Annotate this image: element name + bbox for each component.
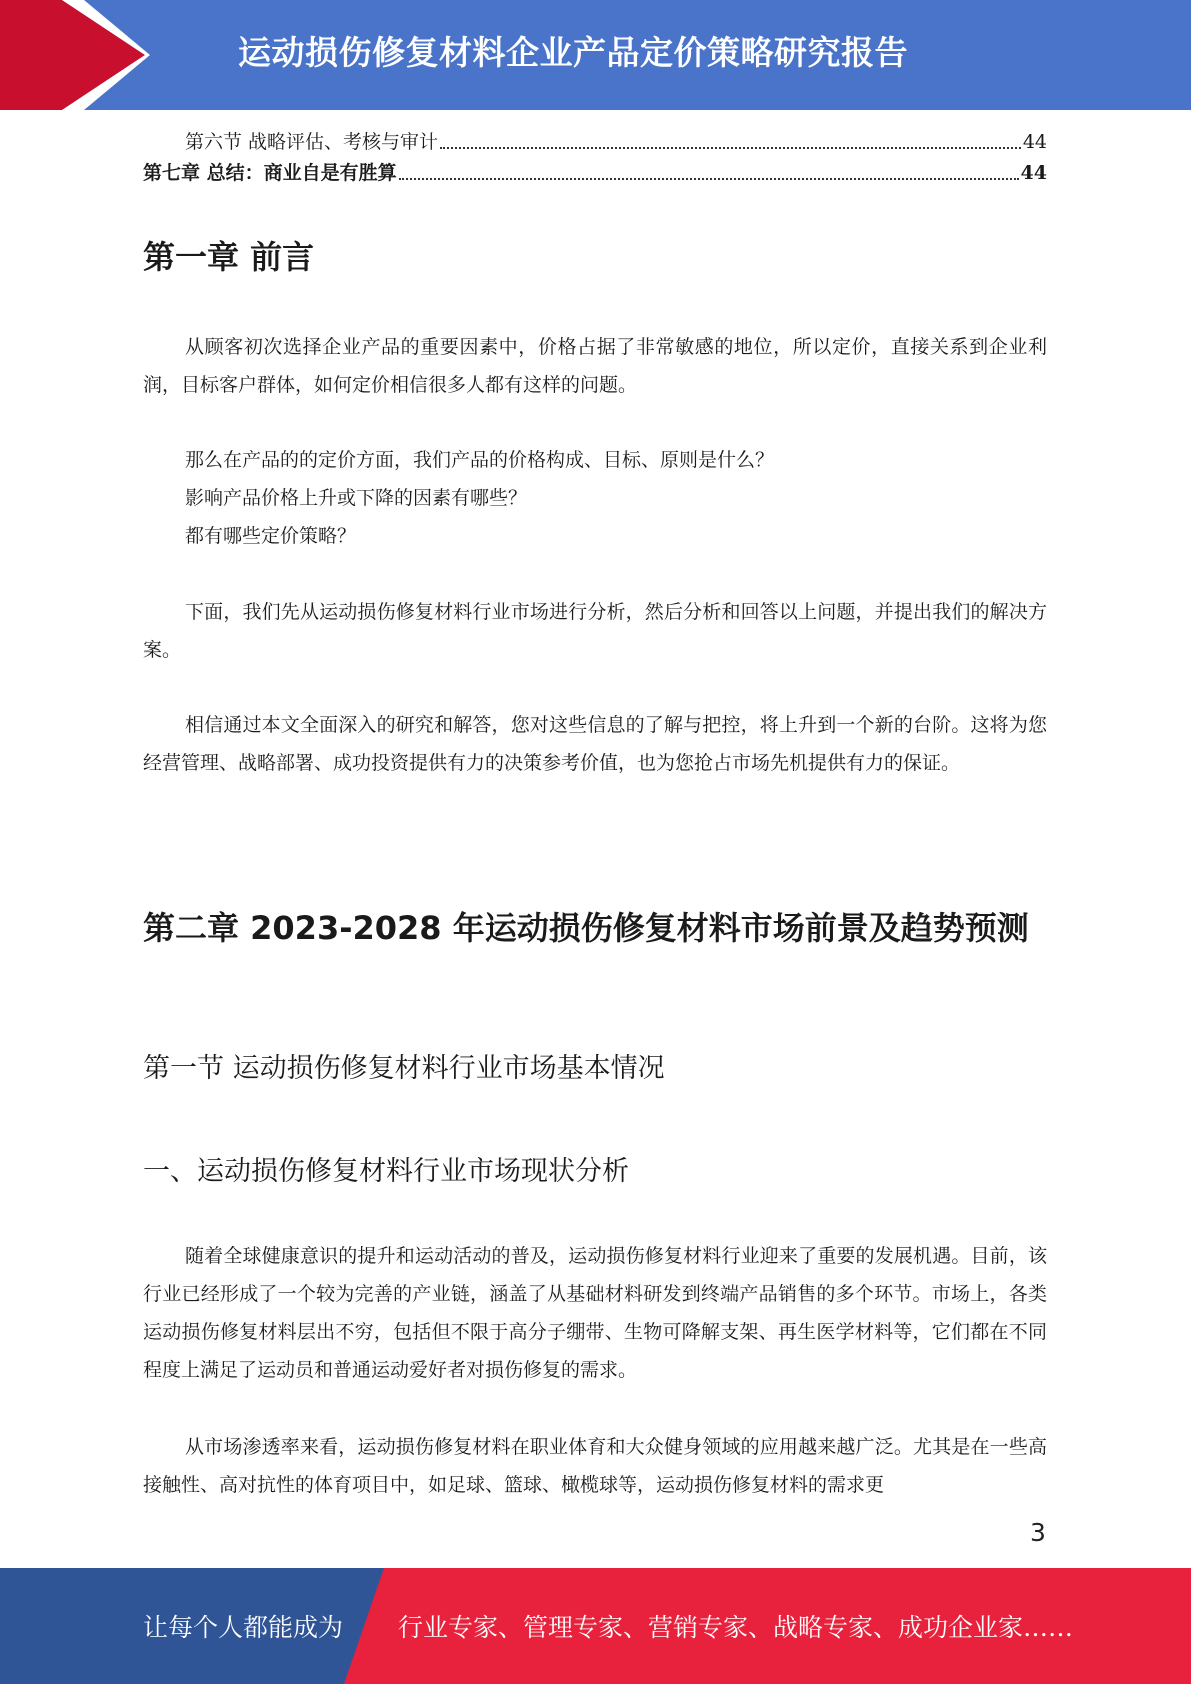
toc-entry-page: 44 (1022, 131, 1047, 153)
toc-dot-leader (440, 147, 1021, 149)
toc-entry-page: 44 (1020, 162, 1047, 184)
chapter-1-question: 那么在产品的的定价方面，我们产品的价格构成、目标、原则是什么？ (185, 449, 775, 471)
chapter-2-paragraph: 随着全球健康意识的提升和运动活动的普及，运动损伤修复材料行业迎来了重要的发展机遇。目前，该行业已经形成了一个较为完善的产业链，涵盖了从基础材料研发到终端产品销售的多个环节。市场上，各类运动损伤修复材料层出不穷，包括但不限于高分子绷带、生物可降解支架、再生医学材料等，它们都在不同程度上满足了运动员和普通运动爱好者对损伤修复的需求。 (143, 1245, 1047, 1381)
footer-slogan-left: 让每个人都能成为 (143, 1613, 344, 1642)
page-number: 3 (1030, 1518, 1046, 1547)
section-1-heading: 第一节 运动损伤修复材料行业市场基本情况 (143, 1053, 665, 1084)
chapter-2-heading: 第二章 2023-2028 年运动损伤修复材料市场前景及趋势预测 (143, 909, 1029, 947)
chapter-1-heading: 第一章 前言 (143, 238, 315, 276)
toc-entry-label: 第六节 战略评估、考核与审计 (185, 131, 439, 153)
footer-slogan-right: 行业专家、管理专家、营销专家、战略专家、成功企业家…… (398, 1613, 1074, 1642)
toc-entry-section-6[interactable] (143, 128, 1047, 156)
chapter-2-paragraph: 从市场渗透率来看，运动损伤修复材料在职业体育和大众健身领域的应用越来越广泛。尤其是在一些高接触性、高对抗性的体育项目中，如足球、篮球、橄榄球等，运动损伤修复材料的需求更 (143, 1436, 1047, 1496)
toc-entry-label: 第七章 总结：商业自是有胜算 (143, 162, 397, 184)
report-footer-band (0, 1568, 1191, 1684)
report-header-band (0, 0, 1191, 110)
subsection-1-heading: 一、运动损伤修复材料行业市场现状分析 (143, 1156, 629, 1187)
toc-dot-leader (399, 178, 1019, 180)
chapter-1-paragraph: 从顾客初次选择企业产品的重要因素中，价格占据了非常敏感的地位，所以定价，直接关系到企业利润，目标客户群体，如何定价相信很多人都有这样的问题。 (143, 336, 1047, 396)
chapter-1-paragraph: 下面，我们先从运动损伤修复材料行业市场进行分析，然后分析和回答以上问题，并提出我们的解决方案。 (143, 601, 1047, 661)
toc-entry-chapter-7[interactable] (143, 159, 1047, 187)
report-title: 运动损伤修复材料企业产品定价策略研究报告 (238, 33, 908, 72)
chapter-1-question: 都有哪些定价策略？ (185, 525, 357, 547)
chapter-1-question: 影响产品价格上升或下降的因素有哪些？ (185, 487, 528, 509)
chapter-1-paragraph: 相信通过本文全面深入的研究和解答，您对这些信息的了解与把控，将上升到一个新的台阶。这将为您经营管理、战略部署、成功投资提供有力的决策参考价值，也为您抢占市场先机提供有力的保证。 (143, 714, 1047, 774)
